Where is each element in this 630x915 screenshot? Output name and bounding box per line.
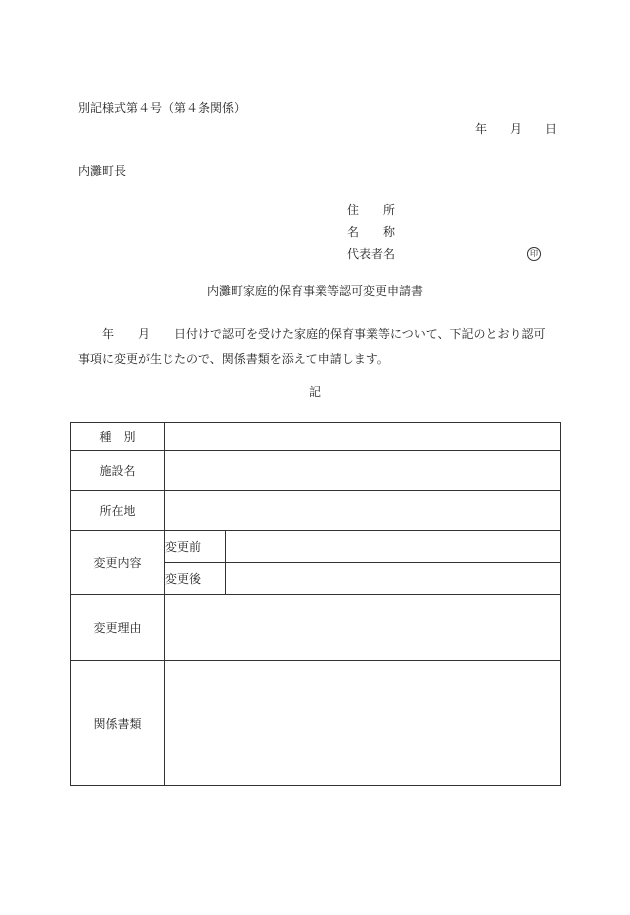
change-label: 変更内容 bbox=[71, 531, 165, 595]
form-number: 別記様式第４号（第４条関係） bbox=[78, 101, 247, 115]
reason-field[interactable] bbox=[165, 595, 561, 661]
type-label: 種 別 bbox=[71, 423, 165, 451]
application-table bbox=[70, 422, 561, 786]
date-month-label: 月 bbox=[510, 122, 523, 136]
documents-field[interactable] bbox=[165, 661, 561, 786]
table-row bbox=[71, 595, 561, 661]
seal-mark: 印 bbox=[527, 247, 541, 261]
before-field[interactable] bbox=[226, 531, 561, 563]
date-year-label: 年 bbox=[475, 122, 488, 136]
body-line-2: 事項に変更が生じたので、関係書類を添えて申請します。 bbox=[78, 352, 389, 366]
table-row bbox=[71, 531, 561, 563]
location-field[interactable] bbox=[165, 491, 561, 531]
type-field[interactable] bbox=[165, 423, 561, 451]
after-label: 変更後 bbox=[165, 563, 226, 595]
after-field[interactable] bbox=[226, 563, 561, 595]
date-day-label: 日 bbox=[545, 122, 558, 136]
applicant-block bbox=[347, 203, 547, 269]
body-line-1: 年 月 日付けで認可を受けた家庭的保育事業等について、下記のとおり認可 bbox=[78, 327, 546, 341]
before-label: 変更前 bbox=[165, 531, 226, 563]
ki-heading: 記 bbox=[308, 385, 321, 399]
reason-label: 変更理由 bbox=[71, 595, 165, 661]
representative-label: 代表者名 bbox=[347, 247, 396, 261]
location-label: 所在地 bbox=[71, 491, 165, 531]
documents-label: 関係書類 bbox=[71, 661, 165, 786]
table-row bbox=[71, 451, 561, 491]
name-label: 名 称 bbox=[347, 225, 396, 239]
table-row bbox=[71, 423, 561, 451]
facility-field[interactable] bbox=[165, 451, 561, 491]
facility-label: 施設名 bbox=[71, 451, 165, 491]
table-row bbox=[71, 491, 561, 531]
recipient: 内灘町長 bbox=[78, 164, 127, 178]
table-row bbox=[71, 661, 561, 786]
body-text bbox=[78, 322, 560, 372]
document-title: 内灘町家庭的保育事業等認可変更申請書 bbox=[206, 284, 423, 298]
address-label: 住 所 bbox=[347, 203, 396, 217]
